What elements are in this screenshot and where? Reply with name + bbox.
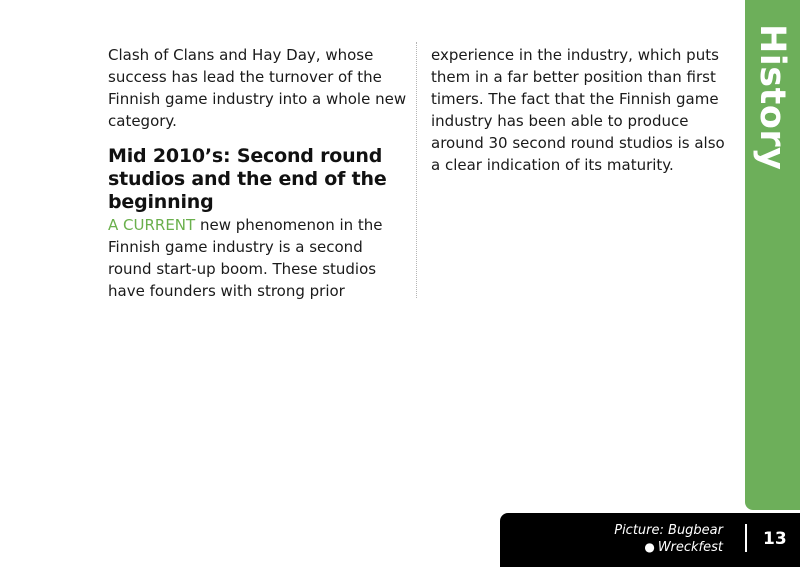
caption-line: Picture: Bugbear (614, 523, 723, 538)
caption-game-title: Wreckfest (657, 540, 723, 555)
column-divider (416, 42, 417, 298)
section-tab-label: History (752, 24, 792, 171)
right-column (431, 44, 731, 176)
picture-caption (614, 523, 723, 556)
page-footer (500, 513, 800, 567)
section-heading: Mid 2010’s: Second round studios and the end of the beginning (108, 145, 387, 213)
page-number: 13 (763, 529, 787, 549)
bullet-icon: ● (644, 540, 655, 554)
body-text: new phenomenon in the Finnish game industry is a second round start-up boom. These studios have founders with strong prior (108, 216, 383, 300)
body-paragraph: Clash of Clans and Hay Day, whose success has lead the turnover of the Finnish game industry into a whole new category. (108, 46, 407, 130)
body-paragraph (108, 214, 408, 302)
lead-in-text: A CURRENT (108, 216, 196, 234)
body-paragraph: experience in the industry, which puts them in a far better position than first timers. The fact that the Finnish game industry has been able to produce around 30 second round studios is also a clear indication of its maturity. (431, 46, 725, 174)
caption-line (614, 539, 723, 556)
footer-separator (745, 524, 747, 552)
left-column (108, 44, 408, 302)
section-tab (745, 0, 800, 510)
